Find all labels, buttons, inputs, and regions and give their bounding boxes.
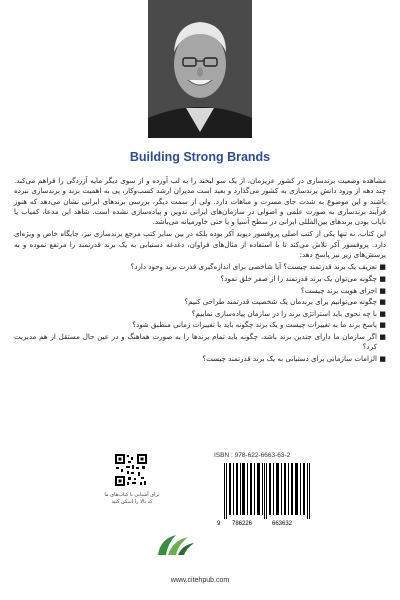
question-list	[14, 262, 386, 364]
question-item	[14, 332, 386, 353]
question-text: چگونه می‌توانیم برای برندمان یک شخصیت قدرتمند طراحی کنیم؟	[184, 297, 377, 307]
book-english-title: Building Strong Brands	[129, 150, 271, 164]
question-item	[14, 274, 386, 284]
second-paragraph: این کتاب، نه تنها یکی از کتب اصلی پروفسور دیوید آکر بوده بلکه در بین سایر کتب مرجع برندسازی نیز، جایگاه خاص و ویژه‌ای دارد. پروفسور آکر تلاش می‌کند تا با استفاده از مثال‌های فراوان، دغدغه دستیابی به یک برند قدرتمند را مرتفع نموده و به پرسش‌های زیر نیز پاسخ دهد:	[14, 229, 386, 260]
bullet-icon: ■	[379, 263, 386, 272]
question-item	[14, 354, 386, 364]
isbn-label: ISBN : 978-622-6663-63-2	[214, 452, 291, 459]
question-item	[14, 297, 386, 307]
bullet-icon: ■	[379, 332, 386, 341]
barcode-digits-group2: 663632	[272, 521, 293, 527]
question-text: اجزای هویت برند چیست؟	[300, 285, 377, 295]
back-cover-description	[14, 176, 386, 365]
bullet-icon: ■	[379, 321, 386, 330]
question-text: پاسخ برند ما به تغییرات چیست و یک برند چگونه باید با تغییرات زمانی منطبق شود؟	[132, 320, 377, 330]
intro-paragraph: مشاهده وضعیت برندسازی در کشور عزیزمان، از یک سو لبخند را به لب آورده و از سوی دیگر مایه آزردگی را فراهم می‌کند. چند دهه از ورود دانش برندسازی به کشور می‌گذارد و بعید است مدیران ارشد کسب‌وکار، پی به اهمیت برند و برندسازی نبرده باشند و این موضوع به شدت جای مسرت و مباهات دارد. ولی از سمت دیگر، بررسی برندهای ایرانی نشان می‌دهد که هنوز فرآیند برندسازی به صورت علمی و اصولی در سازمان‌های ایرانی تدوین و پیاده‌سازی نشده است. شاهد این مدعا، کمیاب یا نایاب بودن برندهای بین‌المللی ایرانی در سطح آسیا و یا حتی خاورمیانه می‌باشد.	[14, 176, 386, 227]
question-item	[14, 320, 386, 330]
question-item	[14, 286, 386, 296]
question-text: با چه نحوی باید استراتژی برند را در سازمان پیاده‌سازی نماییم؟	[191, 308, 377, 318]
question-text: تعریف یک برند قدرتمند چیست؟ آیا شاخصی برای اندازه‌گیری قدرت برند وجود دارد؟	[130, 262, 377, 272]
question-text: اگر سازمان ما دارای چندین برند باشد، چگونه باید تمام برندها را به صورت هماهنگ و در عین حال مستقل از هم مدیریت کرد؟	[14, 331, 377, 352]
bullet-icon: ■	[379, 274, 386, 283]
isbn-block	[214, 452, 324, 531]
qr-caption: برای آشنایی با کتاب‌های ما کد بالا را اسکن کنید	[104, 492, 160, 505]
barcode-digits-group1: 786226	[232, 521, 253, 527]
publisher-logo-icon	[150, 531, 202, 557]
qr-code[interactable]	[114, 453, 148, 487]
barcode-digit-first: 9	[217, 521, 221, 527]
bullet-icon: ■	[379, 298, 386, 307]
bullet-icon: ■	[379, 354, 386, 363]
question-text: چگونه می‌توان یک برند قدرتمند را از صفر خلق نمود؟	[220, 273, 377, 283]
question-item	[14, 309, 386, 319]
question-item	[14, 262, 386, 272]
bullet-icon: ■	[379, 286, 386, 295]
barcode	[214, 463, 318, 527]
publisher-url[interactable]: www.citehpub.com	[170, 577, 230, 584]
question-text: الزامات سازمانی برای دستیابی به یک برند قدرتمند چیست؟	[202, 353, 377, 363]
author-photo	[148, 0, 252, 138]
bullet-icon: ■	[379, 309, 386, 318]
